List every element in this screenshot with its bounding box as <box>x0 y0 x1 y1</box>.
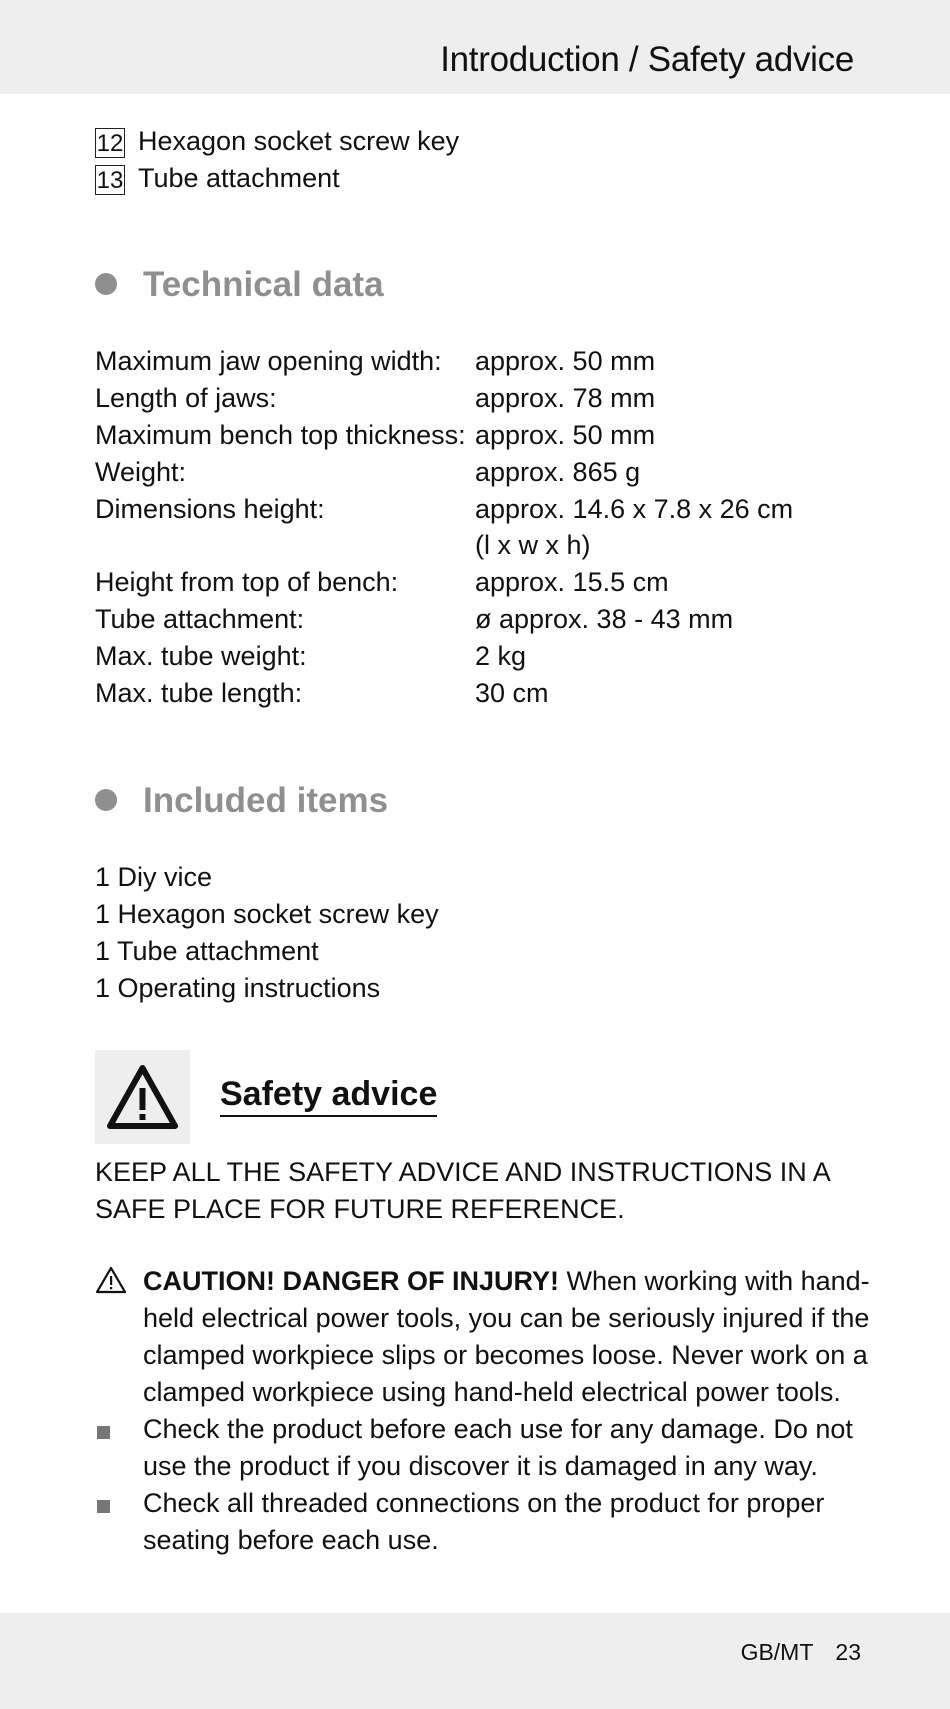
section-bullet-icon <box>95 273 117 295</box>
part-label: Hexagon socket screw key <box>138 126 460 156</box>
technical-data-heading-text: Technical data <box>143 265 384 304</box>
tech-value: ø approx. 38 - 43 mm <box>475 604 734 634</box>
technical-data-heading <box>95 263 384 307</box>
square-bullet-icon <box>97 1426 110 1439</box>
warning-triangle-icon <box>95 1050 190 1144</box>
tech-value: approx. 78 mm <box>475 383 656 413</box>
tech-label: Length of jaws: <box>95 383 277 413</box>
part-item <box>95 160 340 196</box>
tech-value: approx. 14.6 x 7.8 x 26 cm <box>475 494 794 524</box>
safety-advice-heading: Safety advice <box>220 1073 437 1117</box>
tech-value-continued: (l x w x h) <box>475 530 591 560</box>
tech-label: Maximum jaw opening width: <box>95 346 442 376</box>
included-item: 1 Tube attachment <box>95 936 319 966</box>
tech-label: Weight: <box>95 457 187 487</box>
safety-bullet: Check all threaded connections on the product for proper seating before each use. <box>143 1488 825 1555</box>
part-label: Tube attachment <box>138 163 340 193</box>
tech-label: Tube attachment: <box>95 604 305 634</box>
page-header-title: Introduction / Safety advice <box>440 40 854 79</box>
page-footer <box>741 1636 861 1668</box>
tech-value: approx. 50 mm <box>475 346 656 376</box>
section-bullet-icon <box>95 789 117 811</box>
tech-value: approx. 50 mm <box>475 420 656 450</box>
caution-text: When working with hand-held electrical power tools, you can be seriously injured if the clamped workpiece slips or becomes loose. Never work on a clamped workpiece using hand-held electrical power tools. <box>143 1266 870 1407</box>
tech-label: Dimensions height: <box>95 494 325 524</box>
caution-triangle-icon <box>95 1266 127 1294</box>
safety-bullet: Check the product before each use for any damage. Do not use the product if you discover it is damaged in any way. <box>143 1414 853 1481</box>
included-item: 1 Operating instructions <box>95 973 381 1003</box>
footer-region: GB/MT <box>740 1639 814 1665</box>
tech-label: Max. tube length: <box>95 678 303 708</box>
keep-notice-line: KEEP ALL THE SAFETY ADVICE AND INSTRUCTIONS IN A <box>95 1157 831 1187</box>
caution-paragraph <box>143 1263 883 1411</box>
keep-notice-line: SAFE PLACE FOR FUTURE REFERENCE. <box>95 1194 625 1224</box>
part-number-box: 12 <box>96 129 124 157</box>
tech-value: approx. 15.5 cm <box>475 567 669 597</box>
tech-label: Height from top of bench: <box>95 567 399 597</box>
part-number-box: 13 <box>96 166 124 194</box>
tech-label: Maximum bench top thickness: <box>95 420 466 450</box>
included-items-heading <box>95 779 388 823</box>
tech-value: approx. 865 g <box>475 457 641 487</box>
included-item: 1 Diy vice <box>95 862 213 892</box>
tech-label: Max. tube weight: <box>95 641 307 671</box>
tech-value: 2 kg <box>475 641 527 671</box>
warning-icon-box <box>95 1050 190 1144</box>
square-bullet-icon <box>97 1500 110 1513</box>
caution-label: CAUTION! DANGER OF INJURY! <box>143 1266 559 1296</box>
included-items-heading-text: Included items <box>143 781 389 820</box>
tech-value: 30 cm <box>475 678 549 708</box>
part-item <box>95 123 459 159</box>
page-number: 23 <box>835 1639 861 1665</box>
included-item: 1 Hexagon socket screw key <box>95 899 439 929</box>
